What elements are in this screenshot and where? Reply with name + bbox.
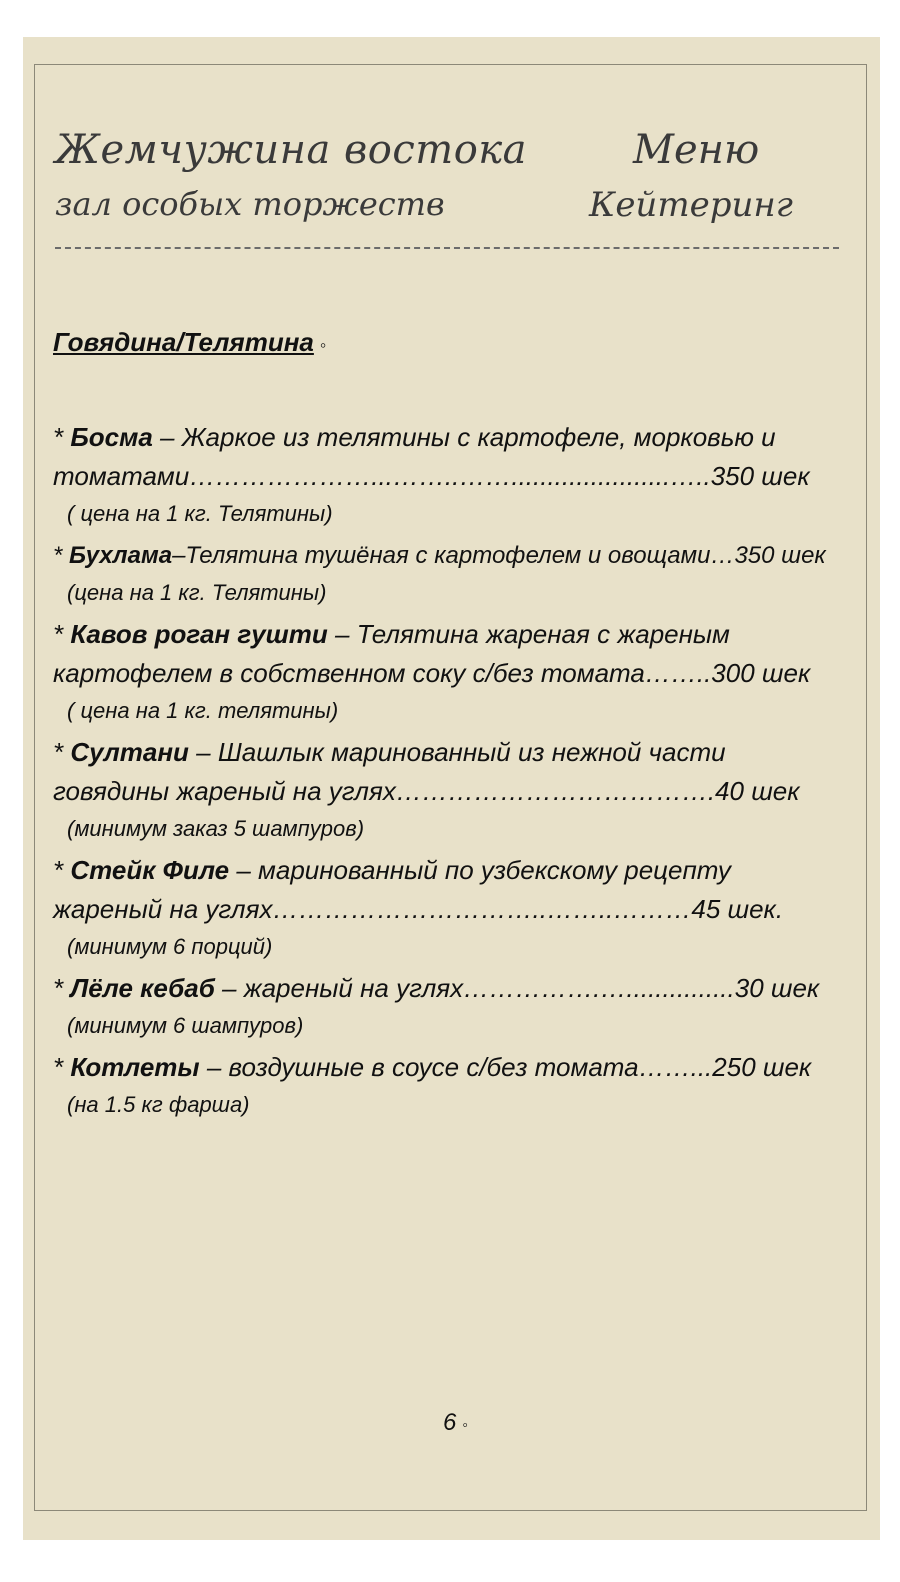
item-line-price: говядины жареный на углях……………………………….40 шек bbox=[53, 776, 800, 806]
item-line bbox=[53, 1048, 853, 1087]
page-bullet-icon: ◦ bbox=[462, 1417, 469, 1434]
section-heading bbox=[53, 327, 853, 358]
item-line bbox=[53, 615, 853, 654]
item-note: (минимум 6 порций) bbox=[67, 934, 273, 959]
menu-item bbox=[53, 418, 853, 532]
menu-item bbox=[53, 733, 853, 847]
menu-item bbox=[53, 536, 853, 611]
item-name: Босма bbox=[70, 422, 153, 452]
item-note: (цена на 1 кг. Телятины) bbox=[67, 580, 327, 605]
item-prefix: * bbox=[53, 855, 71, 885]
item-note: ( цена на 1 кг. телятины) bbox=[67, 698, 339, 723]
item-prefix: * bbox=[53, 619, 71, 649]
item-name: Бухлама bbox=[69, 542, 173, 569]
item-description: – Телятина жареная с жареным bbox=[327, 619, 730, 649]
item-line bbox=[53, 851, 853, 890]
item-line bbox=[53, 536, 853, 575]
menu-item bbox=[53, 851, 853, 965]
item-description: – жареный на углях…………….…...............30 шек bbox=[214, 973, 820, 1003]
page-number bbox=[443, 1409, 468, 1437]
venue-name: Жемчужина востока bbox=[55, 127, 528, 173]
item-prefix: * bbox=[53, 542, 70, 569]
item-prefix: * bbox=[53, 1052, 71, 1082]
item-note: (минимум 6 шампуров) bbox=[67, 1013, 304, 1038]
item-description: – Шашлык маринованный из нежной части bbox=[188, 737, 726, 767]
menu-item bbox=[53, 1048, 853, 1123]
menu-item bbox=[53, 615, 853, 729]
item-description: – воздушные в соусе с/без томата……...250 шек bbox=[199, 1052, 812, 1082]
item-prefix: * bbox=[53, 422, 71, 452]
item-prefix: * bbox=[53, 973, 71, 1003]
item-line bbox=[53, 733, 853, 772]
item-description: –Телятина тушёная с картофелем и овощами…350 шек bbox=[172, 542, 826, 569]
menu-content bbox=[53, 327, 853, 1127]
section-bullet-icon: ◦ bbox=[319, 335, 327, 355]
item-note: (на 1.5 кг фарша) bbox=[67, 1092, 250, 1117]
item-description: – Жаркое из телятины с картофеле, морковью и bbox=[152, 422, 776, 452]
item-line-price: жареный на углях…………………………..……..………45 шек. bbox=[53, 894, 784, 924]
item-line bbox=[53, 418, 853, 457]
item-note: ( цена на 1 кг. Телятины) bbox=[67, 501, 333, 526]
item-name: Лёле кебаб bbox=[70, 973, 215, 1003]
menu-page bbox=[23, 37, 880, 1540]
header-divider bbox=[55, 247, 839, 249]
item-note: (минимум заказ 5 шампуров) bbox=[67, 816, 365, 841]
item-prefix: * bbox=[53, 737, 71, 767]
menu-item bbox=[53, 969, 853, 1044]
item-description: – маринованный по узбекскому рецепту bbox=[229, 855, 731, 885]
item-line-price: картофелем в собственном соку с/без томата……..300 шек bbox=[53, 658, 811, 688]
item-line-price: томатами…………………...……..……......................…..350 шек bbox=[53, 461, 810, 491]
catering-label: Кейтеринг bbox=[589, 185, 793, 225]
menu-label: Меню bbox=[633, 127, 760, 173]
item-name: Стейк Филе bbox=[70, 855, 230, 885]
section-title: Говядина/Телятина bbox=[53, 327, 314, 357]
item-name: Кавов роган гушти bbox=[70, 619, 328, 649]
item-name: Султани bbox=[70, 737, 189, 767]
page-number-value: 6 bbox=[443, 1409, 457, 1436]
venue-subtitle: зал особых торжеств bbox=[55, 185, 445, 223]
item-name: Котлеты bbox=[70, 1052, 200, 1082]
item-line bbox=[53, 969, 853, 1008]
